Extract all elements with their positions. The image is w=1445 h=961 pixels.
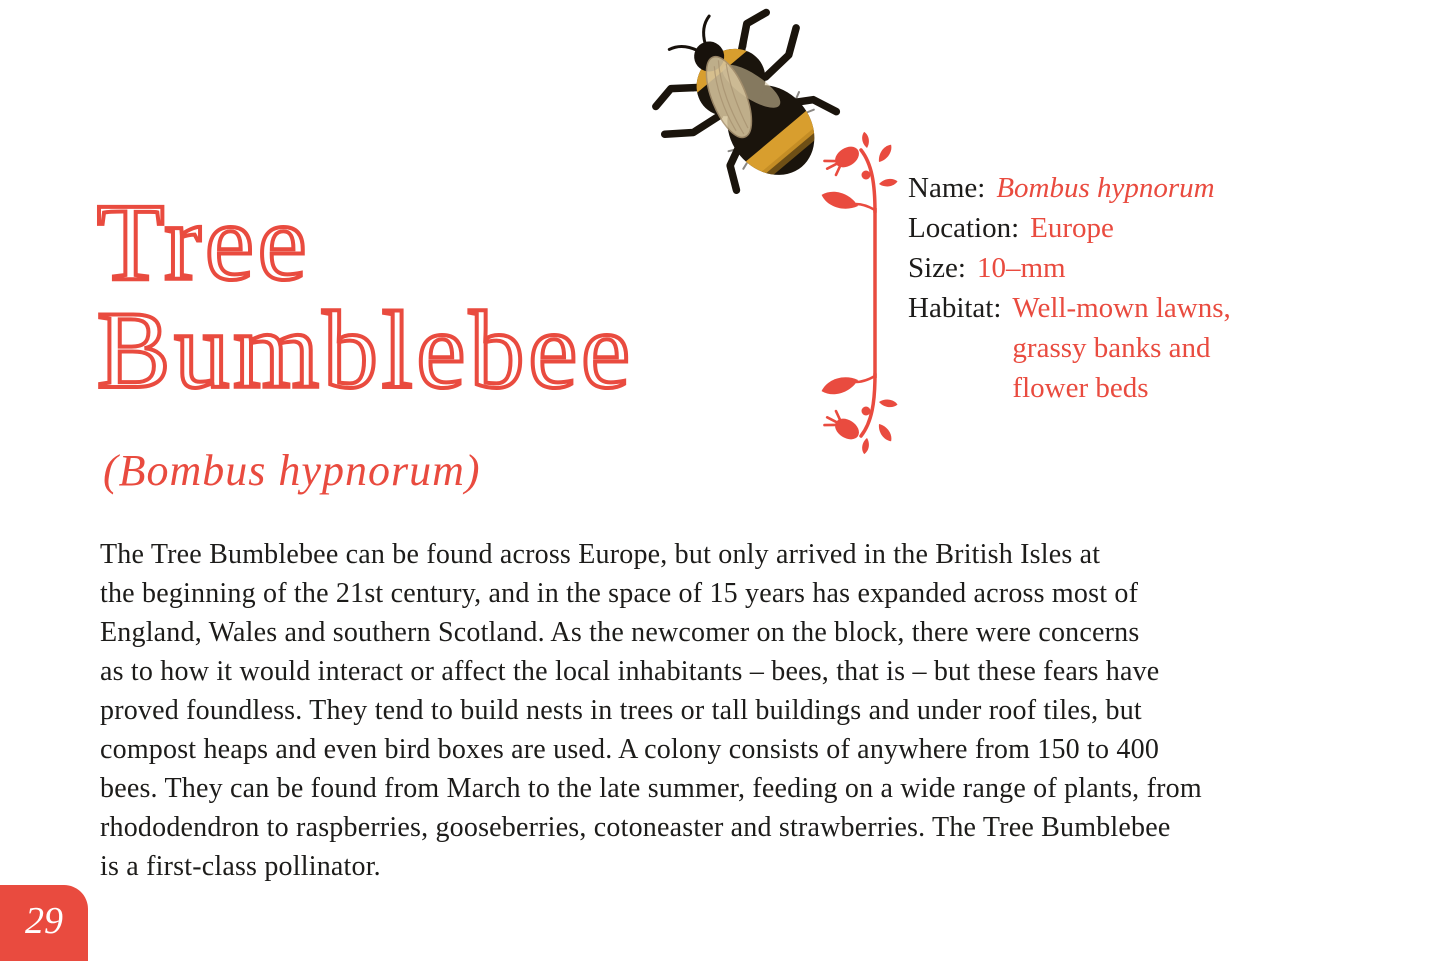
- body-line: the beginning of the 21st century, and in the space of 15 years has expanded across most of: [100, 578, 1139, 609]
- page-number-badge: [0, 885, 88, 961]
- info-row-size: [908, 248, 1280, 288]
- info-label-name: Name:: [908, 172, 986, 204]
- info-value-habitat: Well-mown lawns, grassy banks and flower beds: [1012, 292, 1231, 404]
- body-paragraph: [100, 535, 1202, 886]
- body-line: compost heaps and even bird boxes are used. A colony consists of anywhere from 150 to 400: [100, 734, 1160, 765]
- species-latin-name: (Bombus hypnorum): [103, 446, 481, 495]
- info-value-name: Bombus hypnorum: [996, 172, 1215, 204]
- info-value-size: 10–mm: [977, 252, 1066, 284]
- species-infobox: [908, 168, 1280, 408]
- body-line: rhododendron to raspberries, gooseberries, cotoneaster and strawberries. The Tree Bumblebee: [100, 812, 1171, 843]
- page-number: 29: [25, 900, 63, 942]
- info-label-size: Size:: [908, 252, 966, 284]
- body-line: England, Wales and southern Scotland. As the newcomer on the block, there were concerns: [100, 617, 1140, 648]
- body-line: proved foundless. They tend to build nests in trees or tall buildings and under roof tiles, but: [100, 695, 1142, 726]
- info-label-location: Location:: [908, 212, 1020, 244]
- body-line: is a first-class pollinator.: [100, 851, 381, 882]
- info-label-habitat: Habitat:: [908, 292, 1002, 324]
- title-line-1: Tree: [97, 181, 311, 303]
- page-title: [97, 181, 634, 411]
- info-value-location: Europe: [1030, 212, 1114, 244]
- title-line-2: Bumblebee: [97, 289, 634, 411]
- body-line: as to how it would interact or affect the local inhabitants – bees, that is – but these fears have: [100, 656, 1160, 687]
- body-line: bees. They can be found from March to the late summer, feeding on a wide range of plants, from: [100, 773, 1202, 804]
- info-row-name: [908, 168, 1280, 208]
- info-row-location: [908, 208, 1280, 248]
- info-row-habitat: [908, 288, 1280, 408]
- body-line: The Tree Bumblebee can be found across Europe, but only arrived in the British Isles at: [100, 539, 1101, 570]
